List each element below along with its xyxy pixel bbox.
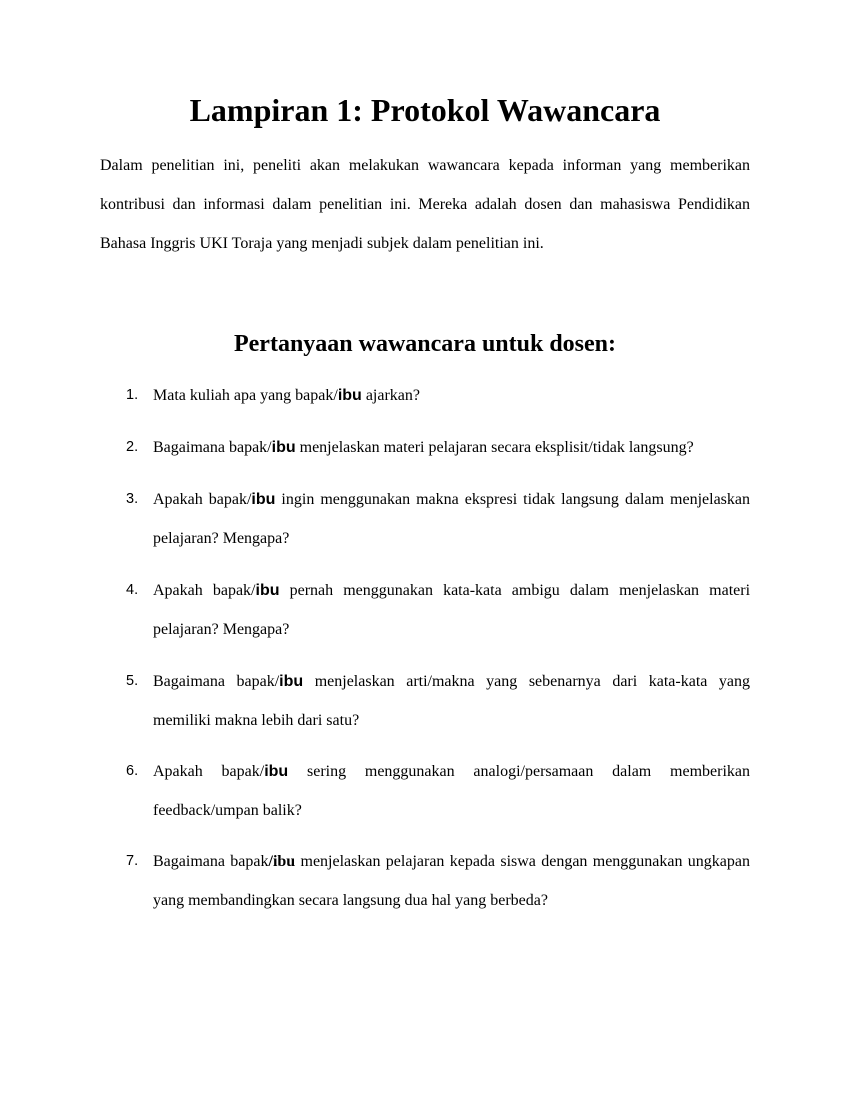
question-text-after: sering menggunakan analogi/persamaan dalam memberikan feedback/umpan balik? [153,763,751,819]
question-text-before: Bagaimana bapak [153,853,269,870]
question-text [153,376,750,415]
question-text-bold: ibu [251,491,276,508]
question-text-after: menjelaskan materi pelajaran secara eksplisit/tidak langsung? [295,439,694,456]
question-text [153,571,750,649]
section-title: Pertanyaan wawancara untuk dosen: [233,331,617,357]
question-text [153,752,750,830]
question-number: 7. [126,853,139,869]
question-number: 5. [126,673,139,689]
question-text [153,842,750,920]
question-text-before: Mata kuliah apa yang bapak/ [153,387,338,404]
question-text-after: menjelaskan arti/makna yang sebenarnya dari kata-kata yang memiliki makna lebih dari satu? [153,673,751,729]
question-text-bold: ibu [271,439,296,456]
question-number: 6. [126,763,139,779]
question-text [153,480,750,558]
question-text-after: menjelaskan pelajaran kepada siswa dengan menggunakan ungkapan yang membandingkan secara langsung dua hal yang berbeda? [153,853,751,909]
question-text-before: Apakah bapak/ [153,491,252,508]
question-text-after: ajarkan? [361,387,421,404]
intro-paragraph: Dalam penelitian ini, peneliti akan melakukan wawancara kepada informan yang memberikan kontribusi dan informasi dalam penelitian ini. Mereka adalah dosen dan mahasiswa Pendidikan Bahasa Inggris UKI Toraja yang menjadi subjek dalam penelitian ini. [100,157,750,252]
question-text [153,428,750,467]
question-number: 1. [126,387,139,403]
question-text-before: Bagaimana bapak/ [153,673,280,690]
question-text-bold: ibu [264,763,289,780]
question-number: 4. [126,582,139,598]
question-text-before: Bagaimana bapak/ [153,439,272,456]
question-text-before: Apakah bapak/ [153,763,265,780]
question-text-bold: ibu [337,387,362,404]
document-title: Lampiran 1: Protokol Wawancara [189,92,661,128]
question-text [153,662,750,740]
question-number: 3. [126,491,139,507]
question-text-before: Apakah bapak/ [153,582,256,599]
question-text-bold: ibu [279,673,304,690]
question-text-bold: /ibu [268,853,296,870]
question-text-bold: ibu [255,582,280,599]
question-text-after: ingin menggunakan makna ekspresi tidak langsung dalam menjelaskan pelajaran? Mengapa? [153,491,751,547]
question-number: 2. [126,439,139,455]
question-text-after: pernah menggunakan kata-kata ambigu dalam menjelaskan materi pelajaran? Mengapa? [153,582,751,638]
